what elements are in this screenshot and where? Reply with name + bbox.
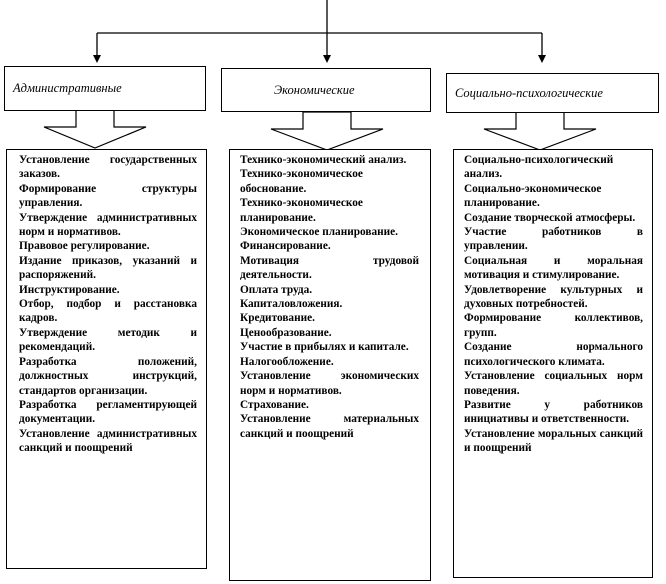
list-item: Издание приказов, указаний и распоряжений. [19, 254, 197, 282]
items-box-social-psychological [453, 149, 653, 578]
category-header-social-psychological [446, 73, 659, 113]
category-title: Экономические [274, 82, 355, 97]
list-item: Установление экономических норм и нормативов. [240, 370, 419, 397]
block-arrow-icon [484, 112, 596, 150]
list-item: Участие в прибылях и капитале. [240, 341, 409, 354]
list-item: Формирование коллективов, групп. [464, 312, 643, 339]
block-arrow-icon [44, 110, 146, 148]
list-item: Установление административных санкций и поощрений [19, 427, 197, 455]
list-item: Удовлетворение культурных и духовных потребностей. [464, 283, 643, 311]
list-item: Налогообложение. [240, 355, 334, 368]
arrow-down-icon [538, 55, 546, 63]
block-arrow-icon [271, 112, 383, 150]
list-item: Инструктирование. [19, 283, 120, 296]
list-item: Установление государственных заказов. [19, 154, 197, 181]
list-item: Правовое регулирование. [19, 240, 150, 253]
list-item: Технико-экономическое планирование. [240, 197, 363, 224]
list-item: Разработка положений, должностных инструкций, стандартов организации. [19, 355, 197, 397]
arrow-down-icon [93, 55, 101, 63]
list-item: Мотивация трудовой деятельности. [240, 254, 419, 282]
list-item: Отбор, подбор и расстановка кадров. [19, 298, 197, 325]
list-item: Экономическое планирование. [240, 226, 398, 239]
list-item: Социальная и моральная мотивация и стимулирование. [464, 254, 643, 282]
list-item: Технико-экономическое обоснование. [240, 168, 363, 195]
arrow-down-icon [323, 55, 331, 63]
list-item: Ценообразование. [240, 326, 332, 339]
list-item: Создание творческой атмосферы. [464, 211, 636, 224]
category-header-administrative [4, 66, 206, 111]
list-item: Создание нормального психологического климата. [464, 341, 643, 368]
items-box-administrative [6, 149, 207, 569]
list-item: Формирование структуры управления. [19, 182, 197, 210]
list-item: Утверждение административных норм и нормативов. [19, 211, 197, 239]
list-item: Установление социальных норм поведения. [464, 370, 643, 397]
items-box-economic [229, 149, 431, 581]
list-item: Разработка регламентирующей документации. [19, 398, 197, 426]
list-item: Кредитование. [240, 312, 315, 325]
list-item: Развитие у работников инициативы и ответственности. [464, 398, 643, 426]
list-item: Установление моральных санкций и поощрений [464, 427, 643, 455]
list-item: Страхование. [240, 398, 309, 411]
category-title: Социально-психологические [455, 85, 603, 100]
list-item: Оплата труда. [240, 283, 313, 296]
list-item: Социально-экономическое планирование. [464, 182, 602, 210]
list-item: Технико-экономический анализ. [240, 154, 407, 166]
category-header-economic [221, 68, 431, 112]
list-item: Капиталовложения. [240, 298, 343, 311]
list-item: Утверждение методик и рекомендаций. [19, 326, 197, 354]
category-title: Административные [13, 81, 122, 95]
list-item: Финансирование. [240, 240, 331, 253]
list-item: Участие работников в управлении. [464, 226, 643, 253]
list-item: Установление материальных санкций и поощрений [240, 413, 419, 440]
list-item: Социально-психологический анализ. [464, 154, 614, 181]
